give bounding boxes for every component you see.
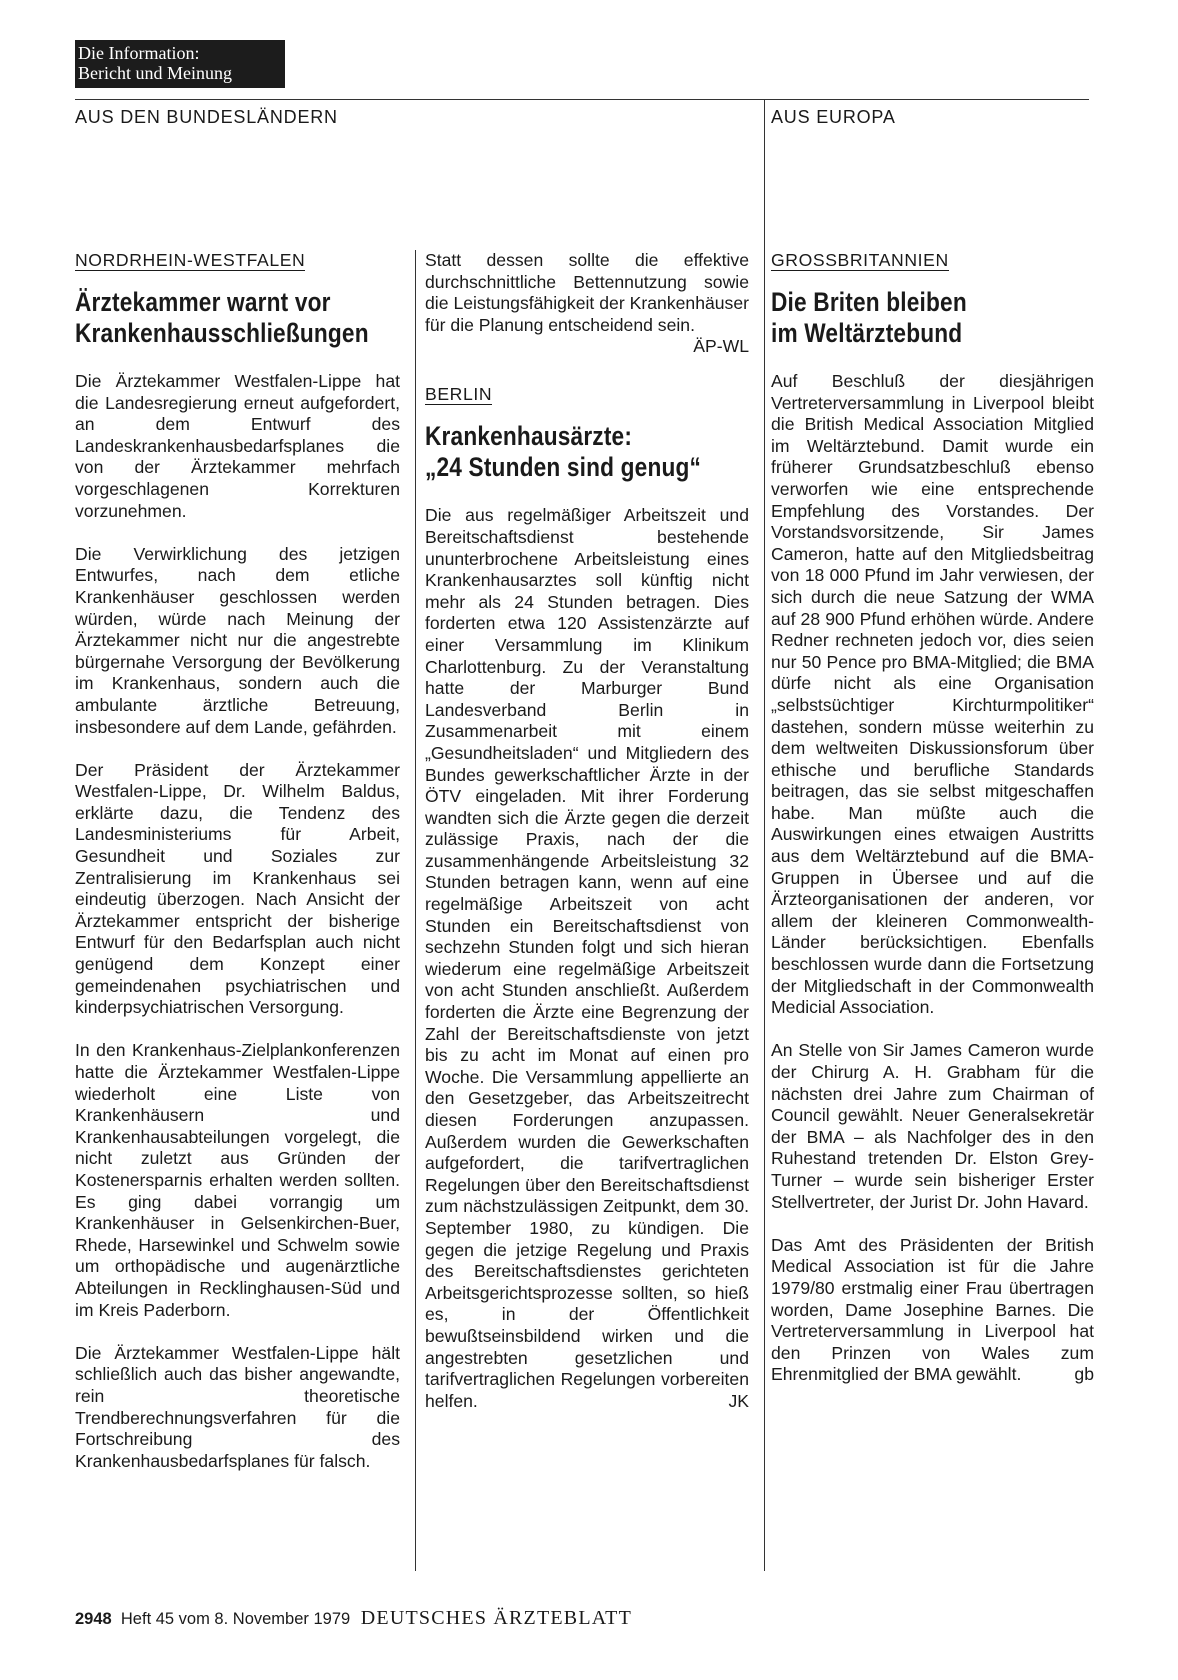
section-heading-laender: AUS DEN BUNDESLÄNDERN (75, 107, 338, 127)
article-nrw-signoff: ÄP-WL (693, 336, 749, 357)
section-badge (75, 40, 285, 88)
headline-line: Krankenhausärzte: (425, 421, 633, 452)
top-rule (75, 99, 1089, 100)
badge-line-1: Die Information: (78, 43, 200, 63)
section-heading-europa: AUS EUROPA (771, 107, 896, 127)
column-divider-europe (764, 99, 765, 1571)
article-nrw-paragraph: Der Präsident der Ärztekammer Westfalen-Lippe, Dr. Wilhelm Baldus, erklärte dazu, die Tendenz des Landesministeriums für Arbeit, Gesundheit und Soziales zur Zentralisierung im Krankenhaus sei eindeutig überzogen. Nach Ansicht der Ärztekammer entspricht der bisherige Entwurf für den Bedarfsplan auch nicht genügend dem Konzept einer gemeindenahen psychiatrischen und kinderpsychiatrischen Versorgung. (75, 759, 400, 1018)
page-footer (75, 1607, 632, 1630)
article-berlin-kicker: BERLIN (425, 384, 493, 405)
article-gb-kicker: GROSSBRITANNIEN (771, 250, 949, 270)
issue-info: Heft 45 vom 8. November 1979 (120, 1610, 351, 1628)
headline-line: im Weltärztebund (771, 318, 963, 348)
article-berlin-headline (425, 421, 761, 483)
article-nrw-paragraph: Die Verwirklichung des jetzigen Entwurfes, nach dem etliche Krankenhäuser geschlossen werden würden, würde nach Meinung der Ärztekammer nicht nur die angestrebte bürgernahe Versorgung der Bevölkerung im Krankenhaus, sondern auch die ambulante ärztliche Betreuung, insbesondere auf dem Lande, gefährden. (75, 543, 400, 737)
headline-line: Krankenhausschließungen (75, 318, 369, 348)
page-number: 2948 (75, 1610, 112, 1628)
column-1 (75, 250, 400, 1494)
article-nrw-kicker: NORDRHEIN-WESTFALEN (75, 250, 306, 270)
article-gb-last-paragraph (771, 1235, 1094, 1386)
article-nrw-paragraph-continued (425, 250, 749, 357)
article-gb-headline (771, 287, 1107, 349)
article-berlin-body (425, 505, 749, 1412)
article-nrw-paragraph: Statt dessen sollte die effektive durchschnittliche Bettennutzung sowie die Leistungsfähigkeit der Krankenhäuser für die Planung entscheidend sein. (425, 250, 749, 335)
column-divider-middle (415, 250, 416, 1571)
article-nrw-paragraph: Die Ärztekammer Westfalen-Lippe hält schließlich auch das bisher angewandte, rein theoretische Trendberechnungsverfahren für die Fortschreibung des Krankenhausbedarfsplanes für falsch. (75, 1342, 400, 1471)
article-nrw-paragraph: Die Ärztekammer Westfalen-Lippe hat die Landesregierung erneut aufgefordert, an dem Entwurf des Landeskrankenhausbedarfsplanes die von der Ärztekammer mehrfach vorgeschlagenen Korrekturen vorzunehmen. (75, 371, 400, 521)
article-nrw-headline (75, 287, 411, 349)
article-nrw-paragraph: In den Krankenhaus-Zielplankonferenzen hatte die Ärztekammer Westfalen-Lippe wiederholt eine Liste von Krankenhäusern und Krankenhausabteilungen vorgelegt, die nicht zuletzt aus Gründen der Kostenersparnis erhalten werden sollten. Es ging dabei vorrangig um Krankenhäuser in Gelsenkirchen-Buer, Rhede, Harsewinkel und Schwelm sowie um orthopädische und augenärztliche Abteilungen in Recklinghausen-Süd und im Kreis Paderborn. (75, 1040, 400, 1320)
article-gb-paragraph: Das Amt des Präsidenten der British Medical Association ist für die Jahre 1979/80 erstmalig einer Frau übertragen worden, Dame Josephine Barnes. Die Vertreterversammlung in Liverpool hat den Prinzen von Wales zum Ehrenmitglied der BMA gewählt. (771, 1234, 1094, 1385)
journal-name: DEUTSCHES ÄRZTEBLATT (360, 1607, 632, 1629)
article-berlin-paragraph: Die aus regelmäßiger Arbeitszeit und Bereitschaftsdienst bestehende ununterbrochene Arbeitsleistung eines Krankenhausarztes soll künftig nicht mehr als 24 Stunden betragen. Dies forderten etwa 120 Assistenzärzte auf einer Versammlung im Klinikum Charlottenburg. Zu der Veranstaltung hatte der Marburger Bund Landesverband Berlin in Zusammenarbeit mit einem „Gesundheitsladen“ und Mitgliedern des Bundes gewerkschaftlicher Ärzte in der ÖTV eingeladen. Mit ihrer Forderung wandten sich die Ärzte gegen die derzeit zulässige Praxis, nach der die zusammenhängende Arbeitsleistung 32 Stunden betragen kann, wenn auf eine regelmäßige Arbeitszeit von acht Stunden ein Bereitschaftsdienst von sechzehn Stunden folgt und sich hieran wiederum eine regelmäßige Arbeitszeit von acht Stunden anschließt. Außerdem forderten die Ärzte eine Begrenzung der Zahl der Bereitschaftsdienste von jetzt bis zu acht im Monat auf einen pro Woche. Die Versammlung appellierte an den Gesetzgeber, das Arbeitszeitrecht diesen Forderungen anzupassen. Außerdem wurden die Gewerkschaften aufgefordert, die tarifvertraglichen Regelungen über den Bereitschaftsdienst zum nächstzulässigen Zeitpunkt, dem 30. September 1980, zu kündigen. Die gegen die jetzige Regelung und Praxis des Bereitschaftsdienstes gerichteten Arbeitsgerichtsprozesse sollten, so hieß es, in der Öffentlichkeit bewußtseinsbildend wirken und die angestrebten gesetzlichen und tarifvertraglichen Regelungen vorbereiten helfen. (425, 505, 749, 1411)
article-gb-paragraph: An Stelle von Sir James Cameron wurde der Chirurg A. H. Grabham für die nächsten drei Jahre zum Chairman of Council gewählt. Neuer Generalsekretär der BMA – als Nachfolger des in den Ruhestand tretenden Dr. Elston Grey-Turner – wurde sein bisheriger Erster Stellvertreter, der Jurist Dr. John Havard. (771, 1040, 1094, 1212)
badge-line-2: Bericht und Meinung (78, 63, 232, 83)
column-3 (771, 250, 1094, 1408)
article-gb-paragraph: Auf Beschluß der diesjährigen Vertreterversammlung in Liverpool bleibt die British Medical Association Mitglied im Weltärztebund. Damit wurde ein früherer Grundsatzbeschluß ebenso verworfen wie eine entsprechende Empfehlung des Vorstandes. Der Vorstandsvorsitzende, Sir James Cameron, hatte auf den Mitgliedsbeitrag von 18 000 Pfund im Jahr verwiesen, der sich durch die neue Satzung der WMA auf 28 900 Pfund erhöhen würde. Andere Redner rechneten jedoch vor, dies seien nur 50 Pence pro BMA-Mitglied; die BMA dürfe nicht als eine Organisation „selbstsüchtiger Kirchturmpolitiker“ dastehen, sondern müsse weiterhin zu dem weltweiten Diskussionsforum über ethische und berufliche Standards beitragen, das sie selbst mitgeschaffen habe. Man müßte auch die Auswirkungen eines etwaigen Austritts aus dem Weltärztebund auf die BMA-Gruppen in Übersee und auf die Ärzteorganisationen der anderen, vor allem der kleineren Commonwealth-Länder berücksichtigen. Ebenfalls beschlossen wurde dann die Fortsetzung der Mitgliedschaft in der Commonwealth Medicial Association. (771, 371, 1094, 1018)
headline-line: Die Briten bleiben (771, 287, 967, 317)
column-2 (425, 250, 749, 1434)
headline-line: „24 Stunden sind genug“ (425, 452, 702, 483)
headline-line: Ärztekammer warnt vor (75, 287, 331, 317)
article-berlin-signoff: JK (728, 1390, 749, 1411)
article-gb-signoff: gb (1074, 1364, 1094, 1385)
